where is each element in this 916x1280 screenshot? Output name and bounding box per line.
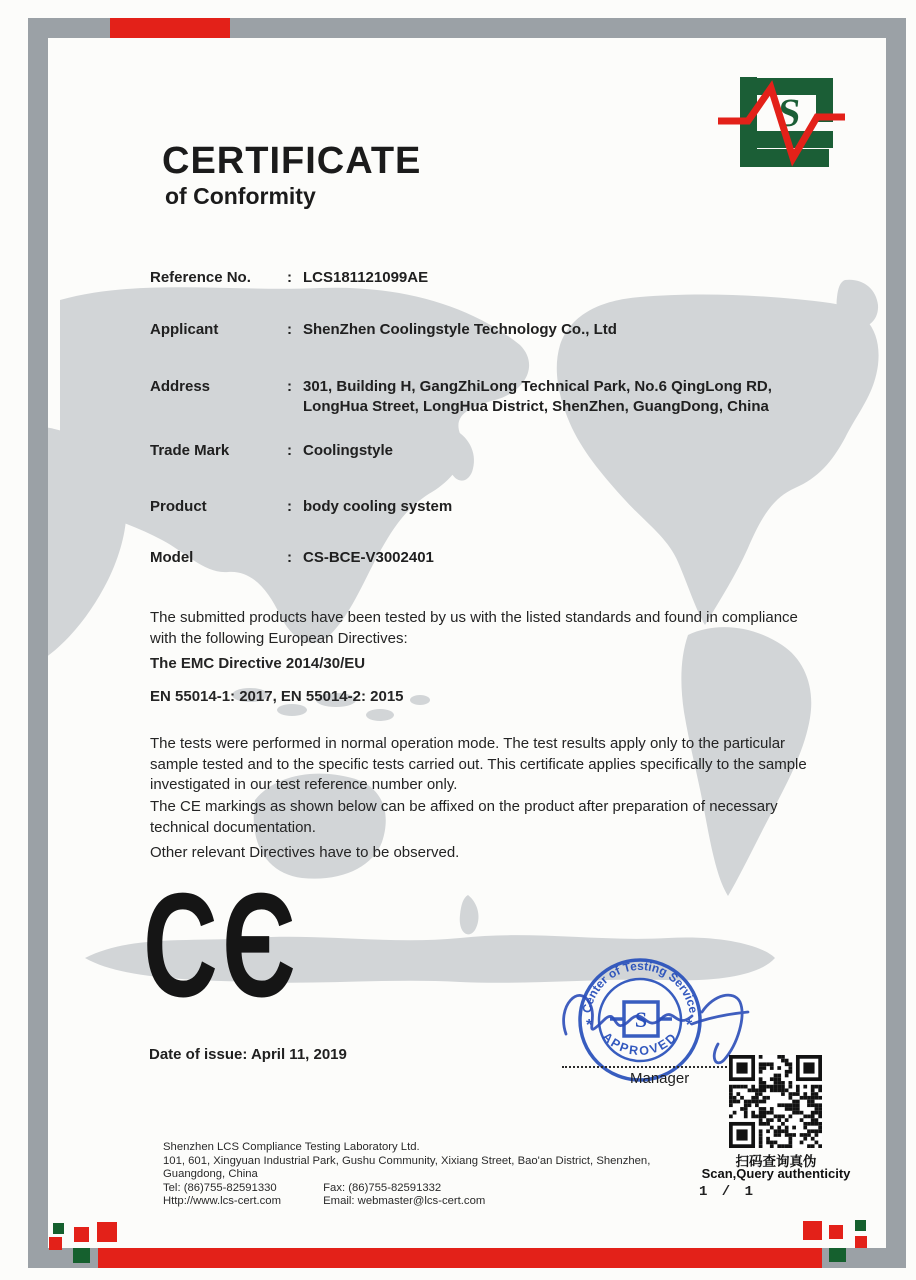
ce-markings-paragraph: The CE markings as shown below can be affixed on the product after preparation of necessary technical documentation.	[150, 798, 778, 836]
footer-address-line2: Guangdong, China	[163, 1168, 258, 1181]
field-value: 301, Building H, GangZhiLong Technical Park, No.6 QingLong RD, LongHua Street, LongHua District, ShenZhen, GuangDong, China	[303, 378, 772, 415]
field-value: ShenZhen Coolingstyle Technology Co., Ltd	[303, 321, 617, 338]
compliance-intro: The submitted products have been tested by us with the listed standards and found in compliance with the following European Directives:	[150, 609, 798, 647]
standards-line: EN 55014-1: 2017, EN 55014-2: 2015	[150, 688, 404, 705]
field-value: Coolingstyle	[303, 442, 394, 459]
logo-letter-s: S	[775, 90, 803, 135]
field-colon: :	[287, 269, 292, 286]
deco-square	[49, 1237, 62, 1250]
tests-paragraph: The tests were performed in normal operation mode. The test results apply only to the particular sample tested and to the specific tests carried out. This certificate applies specifically to the sample investigated in our test reference number only.	[150, 735, 807, 793]
deco-square	[53, 1223, 64, 1234]
footer-company: Shenzhen LCS Compliance Testing Laboratory Ltd.	[163, 1141, 420, 1153]
manager-title: Manager	[630, 1070, 690, 1087]
field-row-product	[150, 497, 810, 517]
footer-block	[163, 1141, 683, 1209]
deco-square	[97, 1222, 117, 1242]
stamp-asterisk-left: *	[586, 1017, 593, 1034]
deco-square	[855, 1236, 867, 1248]
deco-square	[73, 1248, 90, 1263]
footer-tel: Tel: (86)755-82591330	[163, 1181, 277, 1194]
field-value: body cooling system	[303, 498, 453, 515]
footer-fax: Fax: (86)755-82591332	[323, 1181, 442, 1194]
ce-mark: CЄ	[143, 863, 300, 1028]
deco-square	[829, 1248, 846, 1262]
frame-top-red-segment	[110, 18, 230, 38]
stamp-arc-bottom-text: APPROVED	[599, 1029, 681, 1059]
stamp-asterisk-right: *	[686, 1017, 693, 1034]
field-colon: :	[287, 498, 292, 515]
signature-dotted-line	[562, 1052, 750, 1068]
date-of-issue: Date of issue: April 11, 2019	[149, 1046, 347, 1063]
field-value: LCS181121099AE	[303, 269, 429, 286]
page-number: 1 / 1	[699, 1184, 757, 1200]
frame-right	[886, 18, 906, 1268]
field-label: Model	[150, 549, 194, 566]
field-colon: :	[287, 378, 292, 395]
deco-square	[855, 1220, 866, 1231]
field-colon: :	[287, 442, 292, 459]
deco-square	[829, 1225, 843, 1239]
field-label: Product	[150, 498, 207, 515]
other-directives-paragraph: Other relevant Directives have to be observed.	[150, 844, 460, 861]
qr-caption-chinese: 扫码查询真伪	[735, 1154, 817, 1169]
directive-line: The EMC Directive 2014/30/EU	[150, 655, 366, 672]
field-label: Applicant	[150, 321, 219, 338]
field-row-address	[150, 377, 810, 417]
field-row-reference	[150, 268, 810, 288]
field-label: Address	[150, 378, 211, 395]
stamp-arc-top-text: Center of Testing Service	[579, 958, 701, 1015]
field-colon: :	[287, 321, 292, 338]
footer-email: Email: webmaster@lcs-cert.com	[323, 1195, 486, 1208]
deco-square	[74, 1227, 89, 1242]
field-colon: :	[287, 549, 292, 566]
lcs-logo	[716, 68, 852, 174]
footer-address-line1: 101, 601, Xingyuan Industrial Park, Gushu Community, Xixiang Street, Bao'an District, Shenzhen,	[163, 1154, 651, 1167]
deco-square	[803, 1221, 822, 1240]
stamp-inner-letter: S	[634, 1007, 648, 1032]
frame-bottom-red-bar	[98, 1248, 822, 1268]
field-value: CS-BCE-V3002401	[303, 549, 434, 566]
field-row-model	[150, 548, 810, 568]
qr-code	[729, 1055, 822, 1148]
page-subtitle: of Conformity	[165, 183, 316, 209]
field-label: Trade Mark	[150, 442, 230, 459]
field-row-applicant	[150, 320, 810, 340]
field-label: Reference No.	[150, 269, 251, 286]
frame-left	[28, 18, 48, 1268]
field-row-trademark	[150, 441, 810, 461]
footer-website: Http://www.lcs-cert.com	[163, 1195, 282, 1208]
qr-caption-english: Scan,Query authenticity	[701, 1166, 851, 1181]
page-title: CERTIFICATE	[162, 140, 422, 182]
